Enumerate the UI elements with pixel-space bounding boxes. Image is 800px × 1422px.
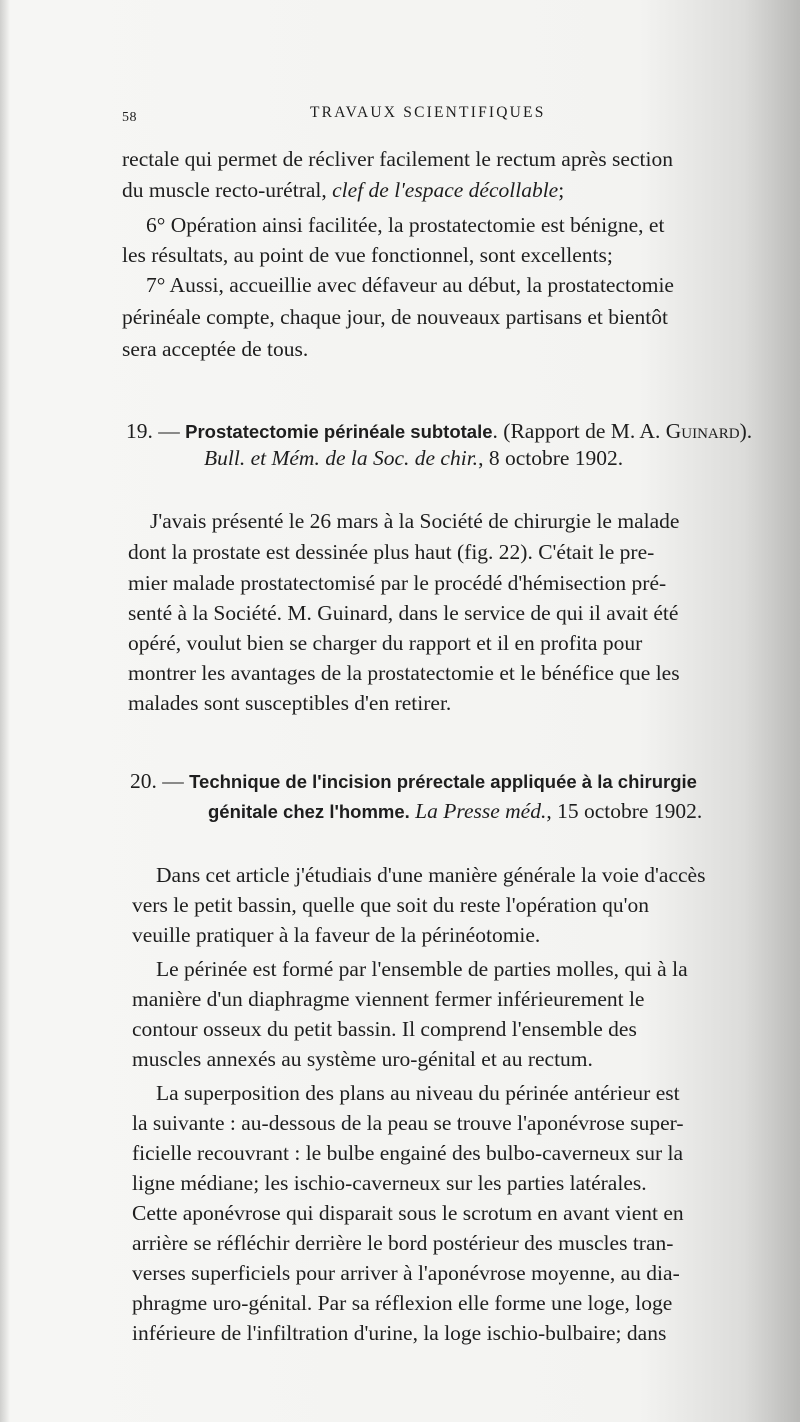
- text-line: manière d'un diaphragme viennent fermer inférieurement le: [132, 987, 645, 1011]
- text-line: ficielle recouvrant : le bulbe engainé des bulbo-caverneux sur la: [132, 1141, 684, 1165]
- text-line: périnéale compte, chaque jour, de nouveaux partisans et bientôt: [122, 305, 668, 329]
- text-line: verses superficiels pour arriver à l'aponévrose moyenne, au dia-: [132, 1261, 680, 1285]
- text-line: arrière se réfléchir derrière le bord postérieur des muscles tran-: [132, 1231, 674, 1255]
- page-number: 58: [122, 110, 137, 125]
- text-line: rectale qui permet de récliver facilement le rectum après section: [122, 147, 673, 171]
- text-line: Le périnée est formé par l'ensemble de parties molles, qui à la: [156, 957, 688, 981]
- text-line: les résultats, au point de vue fonctionnel, sont excellents;: [122, 243, 613, 267]
- text-line: opéré, voulut bien se charger du rapport et il en profita pour: [128, 631, 643, 655]
- text-line: ligne médiane; les ischio-caverneux sur les parties latérales.: [132, 1171, 647, 1195]
- section-19-citation: Bull. et Mém. de la Soc. de chir., 8 octobre 1902.: [204, 446, 624, 470]
- text-line: du muscle recto-urétral, clef de l'espace décollable;: [122, 178, 565, 202]
- text-line: muscles annexés au système uro-génital et au rectum.: [132, 1047, 593, 1071]
- text-line: veuille pratiquer à la faveur de la périnéotomie.: [132, 923, 541, 947]
- journal-name: Bull. et Mém. de la Soc. de chir.: [204, 446, 479, 470]
- text-line: contour osseux du petit bassin. Il comprend l'ensemble des: [132, 1017, 637, 1041]
- section-20-heading-line2: génitale chez l'homme. La Presse méd., 15 octobre 1902.: [208, 799, 703, 823]
- list-item-6: 6° Opération ainsi facilitée, la prostatectomie est bénigne, et: [146, 213, 665, 237]
- text-line: la suivante : au-dessous de la peau se trouve l'aponévrose super-: [132, 1111, 684, 1135]
- text-line: La superposition des plans au niveau du périnée antérieur est: [156, 1081, 680, 1105]
- text-line: sera acceptée de tous.: [122, 337, 309, 361]
- list-item-7: 7° Aussi, accueillie avec défaveur au début, la prostatectomie: [146, 273, 674, 297]
- section-19-heading: 19. — Prostatectomie périnéale subtotale. (Rapport de M. A. Guinard).: [126, 419, 753, 443]
- text-line: malades sont susceptibles d'en retirer.: [128, 691, 452, 715]
- italic-phrase: clef de l'espace décollable: [332, 178, 559, 202]
- text-line: montrer les avantages de la prostatectomie et le bénéfice que les: [128, 661, 680, 685]
- section-20-title: Technique de l'incision prérectale appliquée à la chirurgie: [189, 771, 697, 792]
- text-line: inférieure de l'infiltration d'urine, la loge ischio-bulbaire; dans: [132, 1321, 667, 1345]
- running-header: [118, 104, 678, 128]
- section-19-title: Prostatectomie périnéale subtotale: [185, 421, 493, 442]
- page-edge-shadow: [0, 0, 10, 1422]
- text-line: Dans cet article j'étudiais d'une manière générale la voie d'accès: [156, 863, 706, 887]
- text-line: J'avais présenté le 26 mars à la Société de chirurgie le malade: [150, 509, 680, 533]
- running-title: TRAVAUX SCIENTIFIQUES: [310, 104, 546, 121]
- text-line: dont la prostate est dessinée plus haut (fig. 22). C'était le pre-: [128, 540, 655, 564]
- text-line: vers le petit bassin, quelle que soit du reste l'opération qu'on: [132, 893, 650, 917]
- section-20-heading-line1: 20. — Technique de l'incision prérectale appliquée à la chirurgie: [130, 769, 697, 793]
- text-line: phragme uro-génital. Par sa réflexion elle forme une loge, loge: [132, 1291, 673, 1315]
- text-line: Cette aponévrose qui disparait sous le scrotum en avant vient en: [132, 1201, 684, 1225]
- text-line: mier malade prostatectomisé par le procédé d'hémisection pré-: [128, 571, 667, 595]
- journal-name: La Presse méd.: [415, 799, 547, 823]
- text-line: senté à la Société. M. Guinard, dans le service de qui il avait été: [128, 601, 679, 625]
